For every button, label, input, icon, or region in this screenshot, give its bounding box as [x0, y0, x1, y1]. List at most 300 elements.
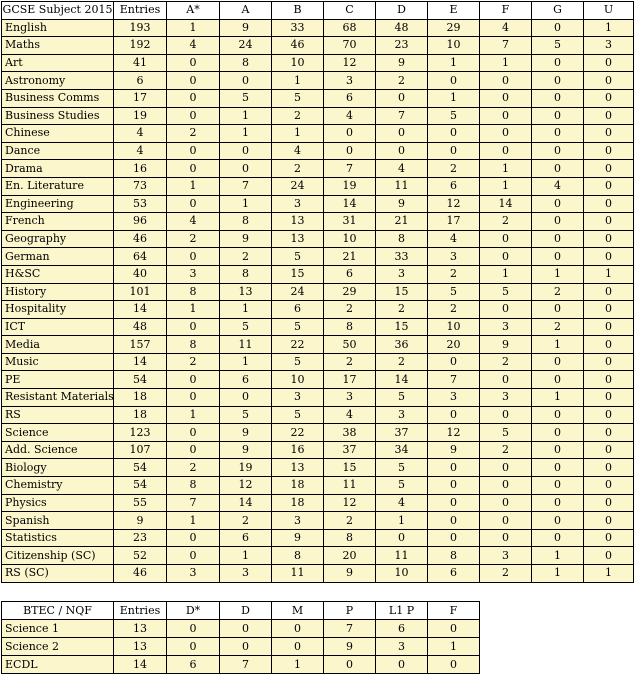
- table-row: [2, 72, 634, 90]
- grade-count-cell: 0: [167, 54, 220, 72]
- grade-count-cell: 5: [376, 459, 428, 477]
- grade-count-cell: 0: [480, 107, 532, 125]
- subject-cell: Art: [2, 54, 114, 72]
- subject-cell: ECDL: [2, 656, 114, 674]
- grade-count-cell: 12: [324, 494, 376, 512]
- grade-count-cell: 23: [376, 37, 428, 55]
- entries-cell: 54: [114, 459, 167, 477]
- subject-cell: Chemistry: [2, 477, 114, 495]
- grade-count-cell: 0: [324, 656, 376, 674]
- table-row: [2, 318, 634, 336]
- grade-count-cell: 15: [272, 265, 324, 283]
- grade-count-cell: 8: [220, 213, 272, 231]
- entries-cell: 17: [114, 89, 167, 107]
- grade-count-cell: 2: [220, 512, 272, 530]
- grade-count-cell: 12: [220, 477, 272, 495]
- column-header: E: [428, 2, 480, 20]
- grade-count-cell: 0: [584, 248, 634, 266]
- grade-count-cell: 1: [220, 107, 272, 125]
- grade-count-cell: 15: [376, 318, 428, 336]
- grade-count-cell: 38: [324, 424, 376, 442]
- grade-count-cell: 1: [220, 125, 272, 143]
- grade-count-cell: 0: [584, 89, 634, 107]
- grade-count-cell: 7: [324, 620, 376, 638]
- grade-count-cell: 0: [376, 529, 428, 547]
- entries-cell: 53: [114, 195, 167, 213]
- column-header: F: [428, 602, 480, 620]
- grade-count-cell: 1: [167, 301, 220, 319]
- subject-cell: Science: [2, 424, 114, 442]
- grade-count-cell: 0: [428, 529, 480, 547]
- grade-count-cell: 4: [324, 406, 376, 424]
- grade-count-cell: 5: [428, 283, 480, 301]
- grade-count-cell: 0: [584, 336, 634, 354]
- grade-count-cell: 6: [428, 177, 480, 195]
- grade-count-cell: 0: [584, 494, 634, 512]
- grade-count-cell: 5: [376, 389, 428, 407]
- grade-count-cell: 1: [167, 19, 220, 37]
- grade-count-cell: 10: [428, 37, 480, 55]
- entries-cell: 13: [114, 620, 167, 638]
- table-row: [2, 441, 634, 459]
- subject-cell: Business Comms: [2, 89, 114, 107]
- table-row: [2, 195, 634, 213]
- grade-count-cell: 10: [272, 54, 324, 72]
- grade-count-cell: 50: [324, 336, 376, 354]
- subject-cell: ICT: [2, 318, 114, 336]
- table-row: [2, 301, 634, 319]
- grade-count-cell: 1: [532, 265, 584, 283]
- grade-count-cell: 0: [532, 529, 584, 547]
- grade-count-cell: 1: [532, 336, 584, 354]
- subject-cell: Drama: [2, 160, 114, 178]
- grade-count-cell: 0: [584, 125, 634, 143]
- column-header: A: [220, 2, 272, 20]
- grade-count-cell: 0: [220, 389, 272, 407]
- entries-cell: 19: [114, 107, 167, 125]
- grade-count-cell: 0: [376, 125, 428, 143]
- grade-count-cell: 5: [220, 318, 272, 336]
- subject-cell: H&SC: [2, 265, 114, 283]
- grade-count-cell: 0: [167, 160, 220, 178]
- entries-cell: 4: [114, 142, 167, 160]
- grade-count-cell: 0: [532, 160, 584, 178]
- grade-count-cell: 0: [532, 494, 584, 512]
- grade-count-cell: 6: [428, 565, 480, 583]
- grade-count-cell: 8: [167, 283, 220, 301]
- table-row: [2, 19, 634, 37]
- grade-count-cell: 33: [272, 19, 324, 37]
- entries-cell: 64: [114, 248, 167, 266]
- grade-count-cell: 4: [167, 37, 220, 55]
- grade-count-cell: 0: [532, 353, 584, 371]
- subject-cell: Geography: [2, 230, 114, 248]
- grade-count-cell: 0: [532, 441, 584, 459]
- table-row: [2, 160, 634, 178]
- grade-count-cell: 0: [428, 512, 480, 530]
- grade-count-cell: 70: [324, 37, 376, 55]
- gcse-title-header: GCSE Subject 2015: [2, 2, 114, 20]
- subject-cell: Science 1: [2, 620, 114, 638]
- entries-cell: 107: [114, 441, 167, 459]
- grade-count-cell: 0: [584, 389, 634, 407]
- grade-count-cell: 4: [428, 230, 480, 248]
- entries-cell: 18: [114, 406, 167, 424]
- grade-count-cell: 1: [167, 512, 220, 530]
- grade-count-cell: 0: [220, 160, 272, 178]
- grade-count-cell: 8: [272, 547, 324, 565]
- grade-count-cell: 1: [272, 125, 324, 143]
- entries-cell: 52: [114, 547, 167, 565]
- grade-count-cell: 10: [428, 318, 480, 336]
- grade-count-cell: 0: [584, 459, 634, 477]
- grade-count-cell: 3: [376, 638, 428, 656]
- grade-count-cell: 11: [220, 336, 272, 354]
- subject-cell: En. Literature: [2, 177, 114, 195]
- grade-count-cell: 0: [167, 547, 220, 565]
- grade-count-cell: 3: [376, 265, 428, 283]
- table-row: [2, 389, 634, 407]
- subject-cell: Statistics: [2, 529, 114, 547]
- subject-cell: Chinese: [2, 125, 114, 143]
- subject-cell: Science 2: [2, 638, 114, 656]
- entries-cell: 54: [114, 477, 167, 495]
- btec-results-table: [1, 601, 480, 674]
- subject-cell: Hospitality: [2, 301, 114, 319]
- grade-count-cell: 1: [220, 195, 272, 213]
- entries-cell: 157: [114, 336, 167, 354]
- grade-count-cell: 11: [376, 547, 428, 565]
- grade-count-cell: 14: [220, 494, 272, 512]
- entries-cell: 123: [114, 424, 167, 442]
- grade-count-cell: 3: [428, 248, 480, 266]
- grade-count-cell: 2: [376, 353, 428, 371]
- grade-count-cell: 29: [324, 283, 376, 301]
- grade-count-cell: 0: [532, 248, 584, 266]
- table-row: [2, 54, 634, 72]
- entries-cell: 23: [114, 529, 167, 547]
- column-header: F: [480, 2, 532, 20]
- grade-count-cell: 22: [272, 424, 324, 442]
- grade-count-cell: 0: [480, 89, 532, 107]
- grade-count-cell: 9: [324, 565, 376, 583]
- grade-count-cell: 48: [376, 19, 428, 37]
- grade-count-cell: 2: [428, 265, 480, 283]
- entries-cell: 46: [114, 565, 167, 583]
- grade-count-cell: 1: [272, 656, 324, 674]
- entries-cell: 14: [114, 353, 167, 371]
- column-header: U: [584, 2, 634, 20]
- grade-count-cell: 3: [428, 389, 480, 407]
- grade-count-cell: 2: [167, 459, 220, 477]
- grade-count-cell: 0: [167, 620, 220, 638]
- table-row: [2, 248, 634, 266]
- grade-count-cell: 0: [220, 638, 272, 656]
- grade-count-cell: 8: [324, 529, 376, 547]
- grade-count-cell: 0: [584, 177, 634, 195]
- grade-count-cell: 1: [532, 547, 584, 565]
- entries-cell: 46: [114, 230, 167, 248]
- grade-count-cell: 6: [324, 89, 376, 107]
- grade-count-cell: 0: [167, 389, 220, 407]
- grade-count-cell: 2: [220, 248, 272, 266]
- subject-cell: Astronomy: [2, 72, 114, 90]
- grade-count-cell: 0: [167, 248, 220, 266]
- column-header: B: [272, 2, 324, 20]
- grade-count-cell: 2: [272, 160, 324, 178]
- entries-cell: 40: [114, 265, 167, 283]
- grade-count-cell: 13: [220, 283, 272, 301]
- table-row: [2, 177, 634, 195]
- grade-count-cell: 0: [167, 142, 220, 160]
- grade-count-cell: 3: [480, 547, 532, 565]
- grade-count-cell: 18: [272, 477, 324, 495]
- subject-cell: German: [2, 248, 114, 266]
- table-row: [2, 283, 634, 301]
- grade-count-cell: 0: [532, 477, 584, 495]
- grade-count-cell: 2: [532, 283, 584, 301]
- entries-cell: 14: [114, 301, 167, 319]
- subject-cell: English: [2, 19, 114, 37]
- grade-count-cell: 12: [428, 424, 480, 442]
- grade-count-cell: 4: [532, 177, 584, 195]
- grade-count-cell: 0: [480, 512, 532, 530]
- table-row: [2, 265, 634, 283]
- grade-count-cell: 4: [272, 142, 324, 160]
- grade-count-cell: 15: [376, 283, 428, 301]
- grade-count-cell: 4: [167, 213, 220, 231]
- table-row: [2, 89, 634, 107]
- grade-count-cell: 7: [428, 371, 480, 389]
- grade-count-cell: 5: [220, 406, 272, 424]
- table-row: [2, 459, 634, 477]
- grade-count-cell: 14: [480, 195, 532, 213]
- grade-count-cell: 0: [532, 195, 584, 213]
- grade-count-cell: 6: [167, 656, 220, 674]
- grade-count-cell: 0: [532, 54, 584, 72]
- grade-count-cell: 0: [480, 529, 532, 547]
- grade-count-cell: 13: [272, 213, 324, 231]
- grade-count-cell: 0: [220, 72, 272, 90]
- grade-count-cell: 9: [376, 54, 428, 72]
- grade-count-cell: 11: [272, 565, 324, 583]
- grade-count-cell: 3: [167, 265, 220, 283]
- grade-count-cell: 0: [376, 142, 428, 160]
- grade-count-cell: 3: [584, 37, 634, 55]
- grade-count-cell: 10: [376, 565, 428, 583]
- grade-count-cell: 3: [376, 406, 428, 424]
- grade-count-cell: 0: [480, 142, 532, 160]
- table-row: [2, 547, 634, 565]
- grade-count-cell: 0: [428, 494, 480, 512]
- grade-count-cell: 37: [376, 424, 428, 442]
- column-header: Entries: [114, 602, 167, 620]
- grade-count-cell: 6: [272, 301, 324, 319]
- grade-count-cell: 0: [532, 301, 584, 319]
- subject-cell: RS: [2, 406, 114, 424]
- grade-count-cell: 9: [220, 441, 272, 459]
- grade-count-cell: 0: [167, 638, 220, 656]
- grade-count-cell: 0: [220, 620, 272, 638]
- grade-count-cell: 2: [272, 107, 324, 125]
- entries-cell: 54: [114, 371, 167, 389]
- grade-count-cell: 0: [167, 318, 220, 336]
- subject-cell: Biology: [2, 459, 114, 477]
- subject-cell: Add. Science: [2, 441, 114, 459]
- subject-cell: Maths: [2, 37, 114, 55]
- grade-count-cell: 0: [480, 477, 532, 495]
- table-row: [2, 371, 634, 389]
- grade-count-cell: 0: [480, 459, 532, 477]
- btec-title-header: BTEC / NQF: [2, 602, 114, 620]
- grade-count-cell: 36: [376, 336, 428, 354]
- grade-count-cell: 1: [428, 89, 480, 107]
- grade-count-cell: 0: [428, 459, 480, 477]
- grade-count-cell: 5: [272, 89, 324, 107]
- table-row: [2, 477, 634, 495]
- grade-count-cell: 2: [480, 441, 532, 459]
- grade-count-cell: 4: [324, 107, 376, 125]
- grade-count-cell: 0: [428, 142, 480, 160]
- grade-count-cell: 0: [584, 107, 634, 125]
- grade-count-cell: 1: [220, 301, 272, 319]
- subject-cell: Resistant Materials: [2, 389, 114, 407]
- grade-count-cell: 9: [220, 19, 272, 37]
- entries-cell: 193: [114, 19, 167, 37]
- grade-count-cell: 24: [272, 177, 324, 195]
- grade-count-cell: 20: [428, 336, 480, 354]
- grade-count-cell: 2: [480, 353, 532, 371]
- btec-header: [2, 602, 480, 620]
- grade-count-cell: 7: [480, 37, 532, 55]
- grade-count-cell: 21: [376, 213, 428, 231]
- grade-count-cell: 31: [324, 213, 376, 231]
- subject-cell: French: [2, 213, 114, 231]
- grade-count-cell: 0: [480, 406, 532, 424]
- grade-count-cell: 0: [584, 371, 634, 389]
- grade-count-cell: 1: [220, 547, 272, 565]
- grade-count-cell: 0: [532, 72, 584, 90]
- grade-count-cell: 10: [324, 230, 376, 248]
- gcse-header: [2, 2, 634, 20]
- grade-count-cell: 33: [376, 248, 428, 266]
- entries-cell: 13: [114, 638, 167, 656]
- grade-count-cell: 0: [376, 89, 428, 107]
- entries-cell: 192: [114, 37, 167, 55]
- column-header: D*: [167, 602, 220, 620]
- grade-count-cell: 0: [480, 125, 532, 143]
- entries-cell: 96: [114, 213, 167, 231]
- grade-count-cell: 0: [532, 89, 584, 107]
- table-row: [2, 336, 634, 354]
- grade-count-cell: 2: [167, 353, 220, 371]
- grade-count-cell: 0: [480, 230, 532, 248]
- subject-cell: PE: [2, 371, 114, 389]
- grade-count-cell: 0: [532, 107, 584, 125]
- grade-count-cell: 17: [428, 213, 480, 231]
- grade-count-cell: 0: [584, 512, 634, 530]
- grade-count-cell: 8: [376, 230, 428, 248]
- table-row: [2, 107, 634, 125]
- grade-count-cell: 7: [167, 494, 220, 512]
- grade-count-cell: 0: [272, 620, 324, 638]
- grade-count-cell: 3: [480, 389, 532, 407]
- table-row: [2, 512, 634, 530]
- grade-count-cell: 8: [220, 54, 272, 72]
- grade-count-cell: 0: [532, 512, 584, 530]
- grade-count-cell: 0: [480, 248, 532, 266]
- grade-count-cell: 7: [376, 107, 428, 125]
- grade-count-cell: 0: [428, 477, 480, 495]
- entries-cell: 6: [114, 72, 167, 90]
- grade-count-cell: 0: [480, 72, 532, 90]
- column-header: C: [324, 2, 376, 20]
- grade-count-cell: 0: [532, 230, 584, 248]
- entries-cell: 55: [114, 494, 167, 512]
- column-header: D: [220, 602, 272, 620]
- grade-count-cell: 0: [584, 230, 634, 248]
- grade-count-cell: 22: [272, 336, 324, 354]
- grade-count-cell: 2: [428, 301, 480, 319]
- grade-count-cell: 0: [532, 459, 584, 477]
- btec-header-row: [2, 602, 480, 620]
- grade-count-cell: 9: [376, 195, 428, 213]
- grade-count-cell: 0: [480, 494, 532, 512]
- subject-cell: Media: [2, 336, 114, 354]
- grade-count-cell: 7: [220, 177, 272, 195]
- grade-count-cell: 0: [532, 125, 584, 143]
- grade-count-cell: 3: [324, 389, 376, 407]
- table-row: [2, 37, 634, 55]
- grade-count-cell: 0: [428, 72, 480, 90]
- grade-count-cell: 19: [220, 459, 272, 477]
- grade-count-cell: 8: [324, 318, 376, 336]
- grade-count-cell: 2: [376, 72, 428, 90]
- grade-count-cell: 2: [167, 230, 220, 248]
- grade-count-cell: 0: [480, 301, 532, 319]
- grade-count-cell: 0: [532, 142, 584, 160]
- grade-count-cell: 9: [272, 529, 324, 547]
- grade-count-cell: 2: [532, 318, 584, 336]
- grade-count-cell: 0: [480, 371, 532, 389]
- grade-count-cell: 14: [376, 371, 428, 389]
- grade-count-cell: 0: [584, 54, 634, 72]
- grade-count-cell: 0: [584, 406, 634, 424]
- grade-count-cell: 0: [167, 441, 220, 459]
- grade-count-cell: 3: [272, 389, 324, 407]
- subject-cell: RS (SC): [2, 565, 114, 583]
- grade-count-cell: 11: [324, 477, 376, 495]
- grade-count-cell: 21: [324, 248, 376, 266]
- grade-count-cell: 3: [167, 565, 220, 583]
- grade-count-cell: 0: [167, 371, 220, 389]
- grade-count-cell: 5: [428, 107, 480, 125]
- grade-count-cell: 12: [324, 54, 376, 72]
- column-header: A*: [167, 2, 220, 20]
- grade-count-cell: 0: [532, 424, 584, 442]
- subject-cell: Dance: [2, 142, 114, 160]
- subject-cell: Music: [2, 353, 114, 371]
- entries-cell: 14: [114, 656, 167, 674]
- column-header: G: [532, 2, 584, 20]
- table-row: [2, 142, 634, 160]
- grade-count-cell: 0: [584, 529, 634, 547]
- grade-count-cell: 5: [272, 406, 324, 424]
- grade-count-cell: 5: [480, 424, 532, 442]
- grade-count-cell: 1: [532, 565, 584, 583]
- grade-count-cell: 0: [167, 529, 220, 547]
- entries-cell: 101: [114, 283, 167, 301]
